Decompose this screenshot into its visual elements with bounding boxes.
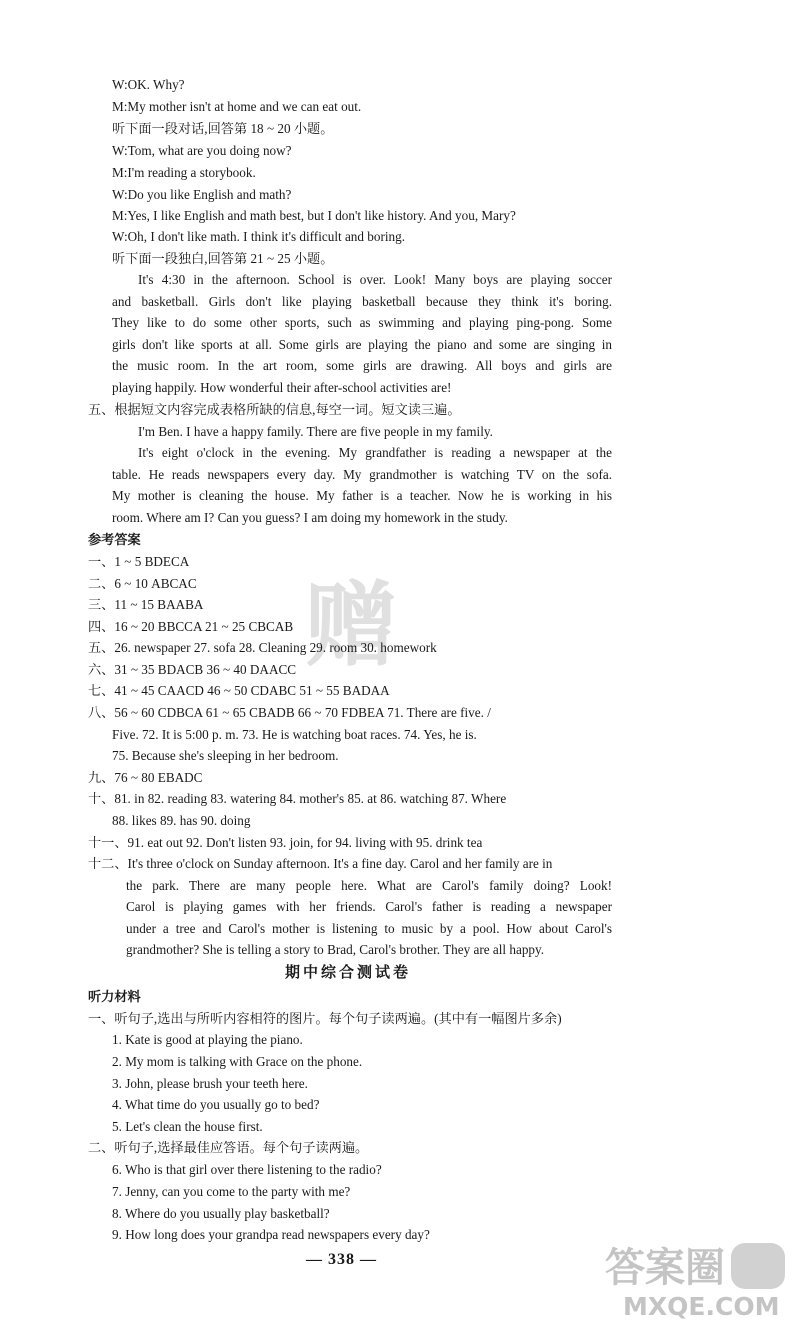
text-line: M:My mother isn't at home and we can eat out.	[112, 99, 362, 114]
text-line: 7. Jenny, can you come to the party with me?	[112, 1184, 351, 1199]
logo-main-text: 答案圈	[605, 1245, 725, 1291]
answer-line: 十二、It's three o'clock on Sunday afternoon. It's a fine day. Carol and her family are in	[88, 856, 553, 871]
answer-line: under a tree and Carol's mother is listening to music by a pool. How about Carol's	[126, 921, 612, 936]
answer-line: 十、81. in 82. reading 83. watering 84. mother's 85. at 86. watching 87. Where	[88, 791, 507, 806]
text-line: playing happily. How wonderful their after-school activities are!	[112, 380, 452, 395]
text-line: It's 4:30 in the afternoon. School is over. Look! Many boys are playing soccer	[138, 272, 612, 287]
text-line: They like to do some other sports, such as swimming and playing ping-pong. Some	[112, 315, 612, 330]
text-line: 1. Kate is good at playing the piano.	[112, 1032, 303, 1047]
answer-line: 六、31 ~ 35 BDACB 36 ~ 40 DAACC	[88, 662, 297, 677]
text-line: My mother is cleaning the house. My father is a teacher. Now he is working in his	[112, 488, 612, 503]
answer-line: grandmother? She is telling a story to Brad, Carol's brother. They are all happy.	[126, 942, 545, 957]
logo-url-text: MXQE.COM	[623, 1292, 780, 1321]
answer-line: 十一、91. eat out 92. Don't listen 93. join, for 94. living with 95. drink tea	[88, 835, 483, 850]
section-heading: 五、根据短文内容完成表格所缺的信息,每空一词。短文读三遍。	[88, 402, 461, 417]
section-title: 期中综合测试卷	[285, 965, 412, 981]
answer-line: 75. Because she's sleeping in her bedroom.	[112, 748, 339, 763]
text-line: girls don't like sports at all. Some girls are playing the piano and some are singing in	[112, 337, 612, 352]
answer-line: Five. 72. It is 5:00 p. m. 73. He is watching boat races. 74. Yes, he is.	[112, 727, 477, 742]
text-line: 听下面一段对话,回答第 18 ~ 20 小题。	[112, 121, 334, 136]
text-line: 3. John, please brush your teeth here.	[112, 1076, 308, 1091]
text-line: It's eight o'clock in the evening. My grandfather is reading a newspaper at the	[138, 445, 612, 460]
text-line: table. He reads newspapers every day. My grandmother is watching TV on the sofa.	[112, 467, 612, 482]
watermark-stamp: 赠	[305, 571, 398, 679]
text-line: 8. Where do you usually play basketball?	[112, 1206, 330, 1221]
answer-line: 三、11 ~ 15 BAABA	[88, 597, 204, 612]
answer-line: 一、1 ~ 5 BDECA	[88, 554, 190, 569]
section-subheading: 听力材料	[88, 989, 141, 1004]
page-number: — 338 —	[306, 1251, 377, 1268]
logo-graphic	[599, 1237, 794, 1322]
answer-line: 88. likes 89. has 90. doing	[112, 813, 251, 828]
text-line: W:OK. Why?	[112, 77, 185, 92]
text-line: W:Oh, I don't like math. I think it's difficult and boring.	[112, 229, 406, 244]
answer-line: 八、56 ~ 60 CDBCA 61 ~ 65 CBADB 66 ~ 70 FDBEA 71. There are five. /	[88, 705, 491, 720]
section-heading: 二、听句子,选择最佳应答语。每个句子读两遍。	[88, 1140, 369, 1155]
text-line: I'm Ben. I have a happy family. There are five people in my family.	[138, 424, 493, 439]
answer-line: 九、76 ~ 80 EBADC	[88, 770, 203, 785]
answer-line: Carol is playing games with her friends. Carol's father is reading a newspaper	[126, 899, 612, 914]
answer-line: the park. There are many people here. What are Carol's family doing? Look!	[126, 878, 612, 893]
text-line: M:I'm reading a storybook.	[112, 165, 256, 180]
text-line: W:Do you like English and math?	[112, 187, 292, 202]
text-line: 9. How long does your grandpa read newspapers every day?	[112, 1227, 430, 1242]
answer-line: 二、6 ~ 10 ABCAC	[88, 576, 197, 591]
answer-line: 五、26. newspaper 27. sofa 28. Cleaning 29. room 30. homework	[88, 640, 437, 655]
site-logo	[599, 1237, 794, 1322]
text-line: 4. What time do you usually go to bed?	[112, 1097, 320, 1112]
text-line: 2. My mom is talking with Grace on the phone.	[112, 1054, 363, 1069]
text-line: room. Where am I? Can you guess? I am doing my homework in the study.	[112, 510, 508, 525]
text-line: W:Tom, what are you doing now?	[112, 143, 292, 158]
section-heading: 一、听句子,选出与所听内容相符的图片。每个句子读两遍。(其中有一幅图片多余)	[88, 1011, 562, 1026]
text-line: and basketball. Girls don't like playing basketball because they think it's boring.	[112, 294, 612, 309]
text-line: the music room. In the art room, some girls are drawing. All boys and girls are	[112, 358, 612, 373]
text-line: M:Yes, I like English and math best, but I don't like history. And you, Mary?	[112, 208, 516, 223]
text-line: 5. Let's clean the house first.	[112, 1119, 263, 1134]
answers-heading: 参考答案	[88, 532, 141, 547]
text-line: 听下面一段独白,回答第 21 ~ 25 小题。	[112, 251, 334, 266]
text-line: 6. Who is that girl over there listening to the radio?	[112, 1162, 382, 1177]
answer-line: 四、16 ~ 20 BBCCA 21 ~ 25 CBCAB	[88, 619, 294, 634]
answer-line: 七、41 ~ 45 CAACD 46 ~ 50 CDABC 51 ~ 55 BADAA	[88, 683, 390, 698]
